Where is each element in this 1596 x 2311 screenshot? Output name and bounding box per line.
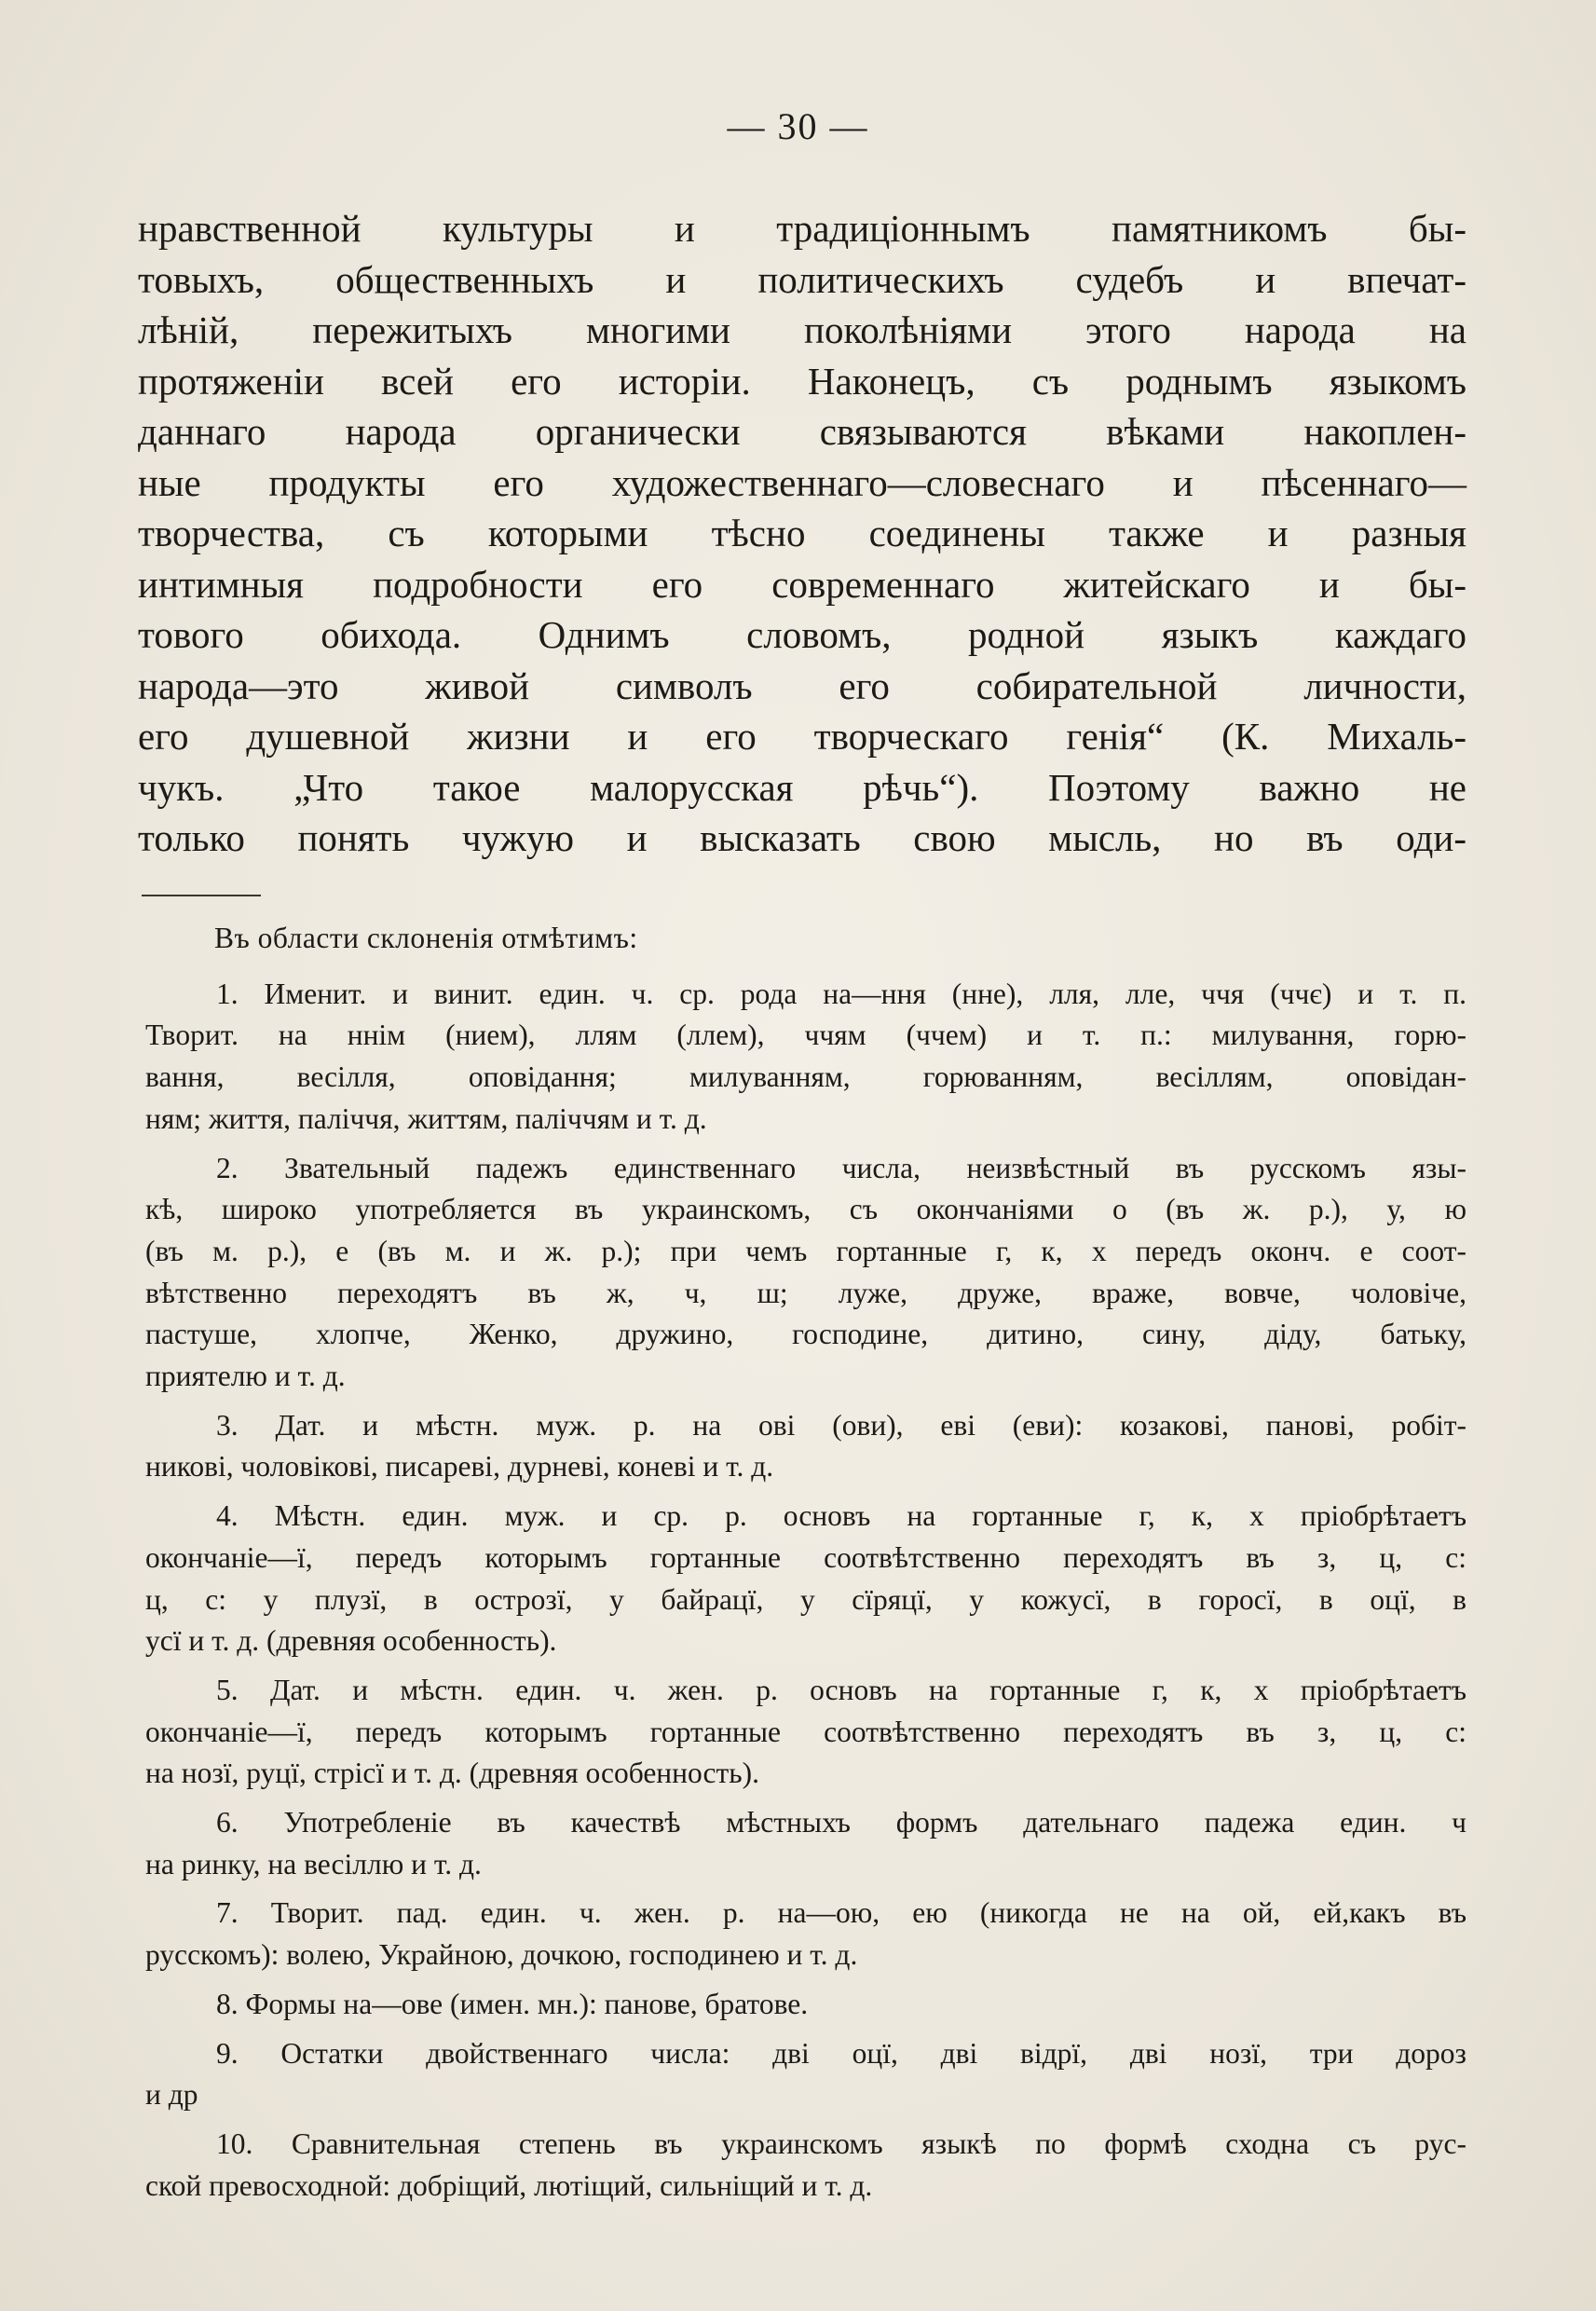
- footnote-line: 4. Мѣстн. един. муж. и ср. р. основъ на гортанные г, к, х пріобрѣтаетъ: [216, 1499, 1466, 1533]
- main-text-line: протяженіи всей его исторіи. Наконецъ, съ роднымъ языкомъ: [138, 359, 1466, 403]
- main-text-line: товыхъ, общественныхъ и политическихъ судебъ и впечат-: [138, 257, 1466, 301]
- main-text-line: лѣній, пережитыхъ многими поколѣніями этого народа на: [138, 308, 1466, 351]
- paragraph-gap: [145, 1976, 1466, 1984]
- footnote-line: 7. Творит. пад. един. ч. жен. р. на—ою, ею (никогда не на ой, ей,какъ въ: [216, 1896, 1466, 1930]
- paragraph-gap: [145, 1398, 1466, 1405]
- footnote-divider: [142, 895, 261, 896]
- main-text-line: только понять чужую и высказать свою мысль, но въ оди-: [138, 816, 1466, 859]
- footnote-line: 9. Остатки двойственнаго числа: дві оцї, дві відрї, дві нозї, три дороз: [216, 2036, 1466, 2070]
- footnote-line: русскомъ): волею, Украйною, дочкою, господинею и т. д.: [145, 1938, 858, 1972]
- footnote-line: окончаніе—ї, передъ которымъ гортанные соотвѣтственно переходятъ въ з, ц, с:: [145, 1715, 1466, 1748]
- footnote-line: пастуше, хлопче, Женко, дружино, господине, дитино, сину, діду, батьку,: [145, 1318, 1466, 1351]
- footnote-line: приятелю и т. д.: [145, 1360, 346, 1393]
- main-text-line: тового обихода. Однимъ словомъ, родной языкъ каждаго: [138, 613, 1466, 656]
- main-text-line: народа—это живой символъ его собирательной личности,: [138, 663, 1466, 707]
- footnote-line: 8. Формы на—ове (имен. мн.): панове, братове.: [216, 1987, 809, 2020]
- footnote-line: на нозї, руцї, стрісї и т. д. (древняя особенность).: [145, 1757, 760, 1790]
- footnote-line: 5. Дат. и мѣстн. един. ч. жен. р. основъ на гортанные г, к, х пріобрѣтаетъ: [216, 1673, 1466, 1706]
- main-text-line: его душевной жизни и его творческаго генія“ (К. Михаль-: [138, 715, 1466, 758]
- footnote-line: Творит. на ннiм (нием), ллям (ллем), ччям (ччем) и т. п.: милування, горю-: [145, 1019, 1466, 1052]
- paragraph-gap: [145, 1885, 1466, 1893]
- paragraph-gap: [145, 1795, 1466, 1802]
- footnote-line: ской превосходной: добріщий, лютіщий, сильніщий и т. д.: [145, 2168, 873, 2202]
- footnote-line: ням; життя, паліччя, життям, паліччям и т. д.: [145, 1101, 707, 1135]
- footnote-line: 10. Сравнительная степень въ украинскомъ языкѣ по формѣ сходна съ рус-: [216, 2126, 1466, 2160]
- main-text-block: [138, 203, 1466, 864]
- main-text-line: чукъ. „Что такое малорусская рѣчь“). Поэтому важно не: [138, 765, 1466, 809]
- paragraph-gap: [145, 2026, 1466, 2033]
- footnote-line: ц, с: у плузї, в острозї, у байрацї, у сїряцї, у кожусї, в гороcї, в оцї, в: [145, 1582, 1466, 1616]
- paragraph-gap: [145, 1662, 1466, 1670]
- paragraph-gap: [145, 1141, 1466, 1148]
- main-text-line: ные продукты его художественнаго—словеснаго и пѣсеннаго—: [138, 460, 1466, 504]
- footnote-line: 3. Дат. и мѣстн. муж. р. на ові (ови), еві (еви): козакові, панові, робіт-: [216, 1408, 1466, 1442]
- footnote-line: на ринку, на весіллю и т. д.: [145, 1847, 482, 1880]
- main-text-line: творчества, съ которыми тѣсно соединены также и разныя: [138, 512, 1466, 554]
- footnote-line: кѣ, широко употребляется въ украинскомъ, съ окончаніями о (въ ж. р.), у, ю: [145, 1193, 1466, 1226]
- main-text-line: нравственной культуры и традиціоннымъ памятникомъ бы-: [138, 207, 1466, 250]
- page-number: — 30 —: [727, 105, 869, 147]
- footnote-line: 1. Именит. и винит. един. ч. ср. рода на—ння (нне), лля, лле, ччя (ччє) и т. п.: [216, 977, 1466, 1010]
- footnote-lines: [145, 974, 1466, 2208]
- footnote-line: вання, весілля, оповідання; милуванням, горюванням, весіллям, оповідан-: [145, 1060, 1466, 1094]
- footnote-line: усї и т. д. (древняя особенность).: [145, 1624, 557, 1658]
- footnote-line: вѣтственно переходятъ въ ж, ч, ш; луже, друже, враже, вовче, чоловіче,: [145, 1276, 1466, 1309]
- footnote-line: окончаніе—ї, передъ которымъ гортанные соотвѣтственно переходятъ въ з, ц, с:: [145, 1540, 1466, 1574]
- main-text-line: даннаго народа органически связываются вѣками накоплен-: [138, 410, 1466, 453]
- main-text-line: интимныя подробности его современнаго житейскаго и бы-: [138, 562, 1466, 606]
- footnotes-heading: Въ области склоненія отмѣтимъ:: [214, 922, 638, 954]
- footnote-line: (въ м. р.), е (въ м. и ж. р.); при чемъ гортанные г, к, х передъ оконч. е соот-: [145, 1234, 1466, 1267]
- footnote-line: никові, чоловікові, писареві, дурневі, коневі и т. д.: [145, 1450, 774, 1484]
- paragraph-gap: [145, 2116, 1466, 2124]
- paragraph-gap: [145, 1488, 1466, 1496]
- footnotes-block: [145, 918, 1466, 2207]
- footnote-line: и др: [145, 2078, 198, 2112]
- footnote-line: 2. Звательный падежъ единственнаго числа, неизвѣстный въ русскомъ язы-: [216, 1151, 1466, 1184]
- footnote-line: 6. Употребленіе въ качествѣ мѣстныхъ формъ дательнаго падежа един. ч: [216, 1806, 1466, 1839]
